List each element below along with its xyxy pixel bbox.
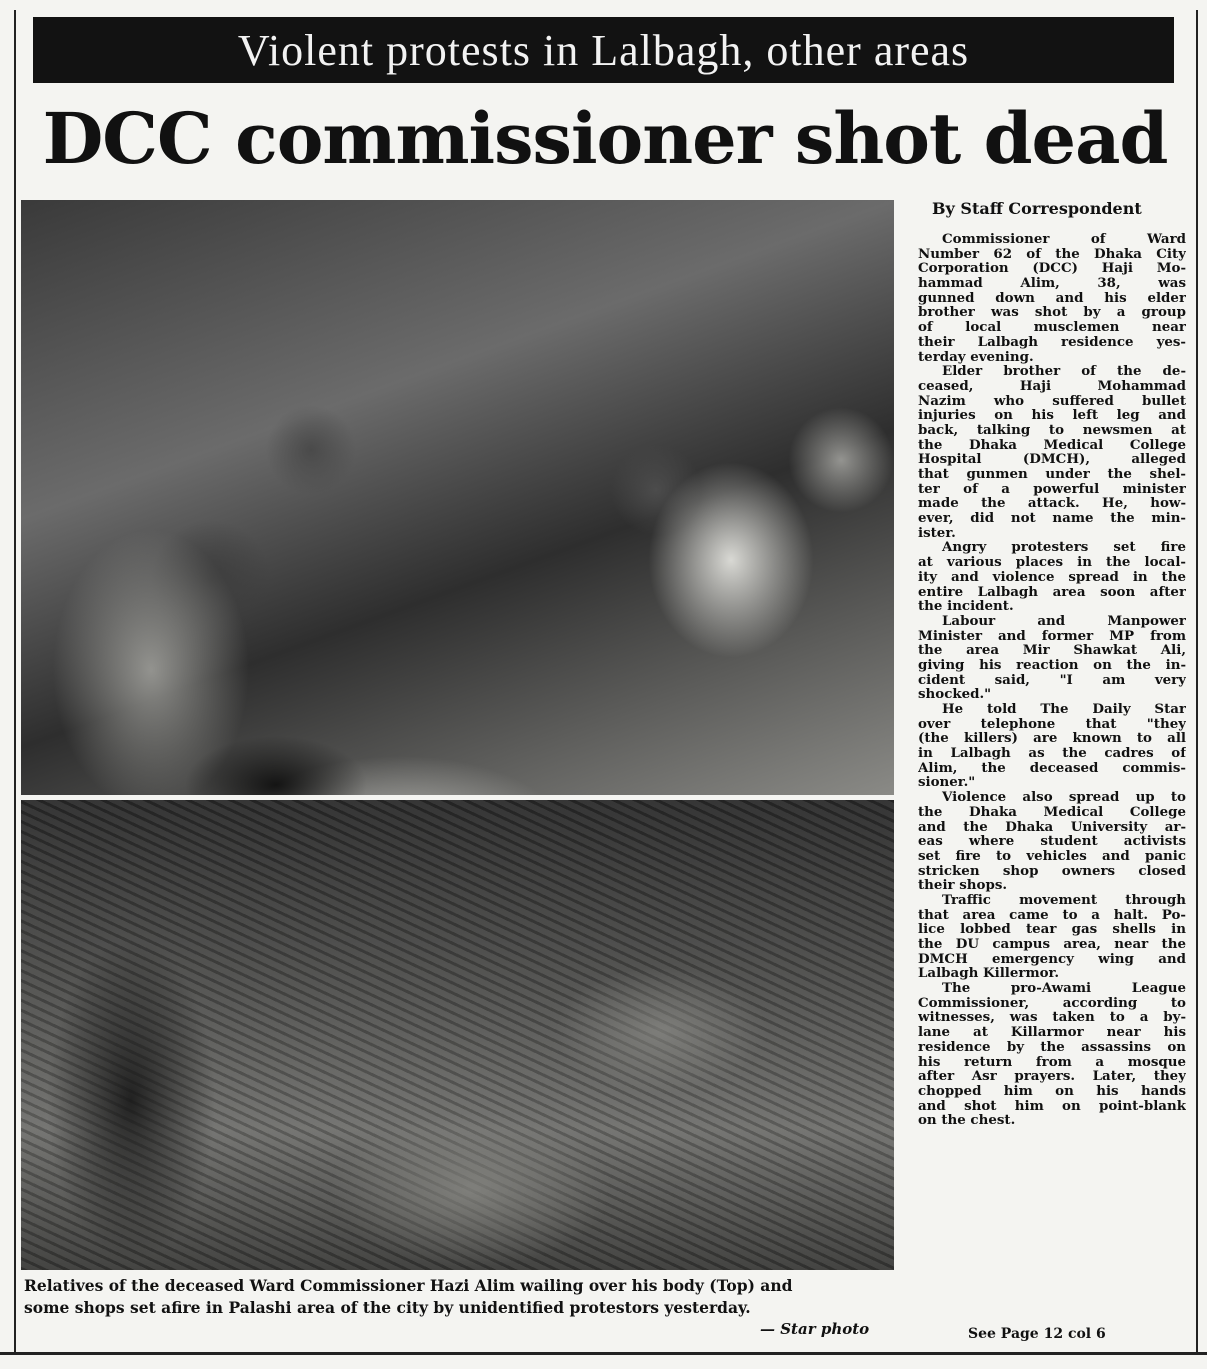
article-line: ter of a powerful minister xyxy=(918,481,1186,497)
article-line: of local musclemen near xyxy=(918,320,1186,335)
article-line: terday evening. xyxy=(918,349,1034,365)
article-line: on the chest. xyxy=(918,1113,1016,1128)
article-line: the DU campus area, near the xyxy=(918,937,1186,952)
article-line: brother was shot by a group xyxy=(918,305,1186,321)
photo-mourners xyxy=(21,200,894,795)
article-line: He told The Daily Star xyxy=(942,702,1186,717)
article-line: over telephone that "they xyxy=(918,716,1186,732)
byline: By Staff Correspondent xyxy=(932,199,1142,218)
article-line: DMCH emergency wing and xyxy=(918,951,1186,967)
article-line: back, talking to newsmen at xyxy=(918,422,1186,438)
article-line: witnesses, was taken to a by- xyxy=(918,1010,1186,1026)
article-line: gunned down and his elder xyxy=(918,290,1186,306)
article-line: the incident. xyxy=(918,599,1014,614)
article-line: Number 62 of the Dhaka City xyxy=(918,246,1186,262)
photo-credit: — Star photo xyxy=(760,1320,870,1338)
article-line: made the attack. He, how- xyxy=(918,496,1186,512)
article-line: injuries on his left leg and xyxy=(918,408,1186,423)
article-line: stricken shop owners closed xyxy=(918,863,1186,879)
bottom-rule xyxy=(0,1352,1207,1355)
article-line: and shot him on point-blank xyxy=(918,1098,1186,1114)
article-line: The pro-Awami League xyxy=(942,981,1186,996)
article-line: ity and violence spread in the xyxy=(918,569,1186,585)
photo-caption xyxy=(24,1275,894,1319)
article-line: their shops. xyxy=(918,878,1008,893)
article-line: Traffic movement through xyxy=(942,892,1186,908)
article-line: Nazim who suffered bullet xyxy=(918,393,1186,409)
article-line: his return from a mosque xyxy=(918,1054,1186,1070)
article-line: lice lobbed tear gas shells in xyxy=(918,922,1186,937)
article-line: shocked." xyxy=(918,687,992,702)
caption-line: some shops set afire in Palashi area of the city by unidentified protestors yesterday. xyxy=(24,1298,751,1317)
article-line: Violence also spread up to xyxy=(942,790,1186,805)
article-line: cident said, "I am very xyxy=(918,672,1186,688)
article-line: Commissioner of Ward xyxy=(942,232,1186,247)
caption-line: Relatives of the deceased Ward Commissioner Hazi Alim wailing over his body (Top) and xyxy=(24,1276,793,1295)
article-line: lane at Killarmor near his xyxy=(918,1025,1186,1040)
article-line: residence by the assassins on xyxy=(918,1039,1186,1055)
article-line: at various places in the local- xyxy=(918,555,1186,570)
article-line: sioner." xyxy=(918,775,976,791)
article-line: the Dhaka Medical College xyxy=(918,804,1186,820)
article-line: the area Mir Shawkat Ali, xyxy=(918,643,1186,658)
article-line: giving his reaction on the in- xyxy=(918,657,1186,673)
article-line: Labour and Manpower xyxy=(942,613,1186,629)
article-line: ister. xyxy=(918,525,956,541)
article-line: Corporation (DCC) Haji Mo- xyxy=(918,261,1186,277)
article-body xyxy=(918,232,1186,1128)
article-line: eas where student activists xyxy=(918,834,1186,849)
article-line: ceased, Haji Mohammad xyxy=(918,378,1186,394)
article-line: Elder brother of the de- xyxy=(942,364,1186,379)
article-line: Angry protesters set fire xyxy=(942,540,1186,556)
article-line: chopped him on his hands xyxy=(918,1083,1186,1099)
headline: DCC commissioner shot dead xyxy=(42,97,1168,180)
article-line: that gunmen under the shel- xyxy=(918,467,1186,482)
photo-burnt-shops xyxy=(21,800,894,1270)
article-line: Commissioner, according to xyxy=(918,995,1186,1011)
article-line: ever, did not name the min- xyxy=(918,511,1186,526)
article-line: and the Dhaka University ar- xyxy=(918,819,1186,835)
article-line: in Lalbagh as the cadres of xyxy=(918,746,1186,761)
kicker-banner xyxy=(33,17,1174,83)
article-line: hammad Alim, 38, was xyxy=(918,276,1186,291)
kicker-text: Violent protests in Lalbagh, other areas xyxy=(237,25,970,75)
continuation-jump: See Page 12 col 6 xyxy=(968,1326,1106,1342)
article-line: entire Lalbagh area soon after xyxy=(918,584,1186,600)
article-line: Lalbagh Killermor. xyxy=(918,966,1060,982)
article-line: Alim, the deceased commis- xyxy=(918,760,1186,776)
article-line: after Asr prayers. Later, they xyxy=(918,1069,1186,1084)
article-line: Minister and former MP from xyxy=(918,628,1186,644)
article-line: (the killers) are known to all xyxy=(918,731,1186,747)
article-line: that area came to a halt. Po- xyxy=(918,907,1186,923)
article-line: their Lalbagh residence yes- xyxy=(918,334,1186,350)
article-line: Hospital (DMCH), alleged xyxy=(918,452,1186,467)
article-line: set fire to vehicles and panic xyxy=(918,848,1186,864)
article-line: the Dhaka Medical College xyxy=(918,437,1186,453)
